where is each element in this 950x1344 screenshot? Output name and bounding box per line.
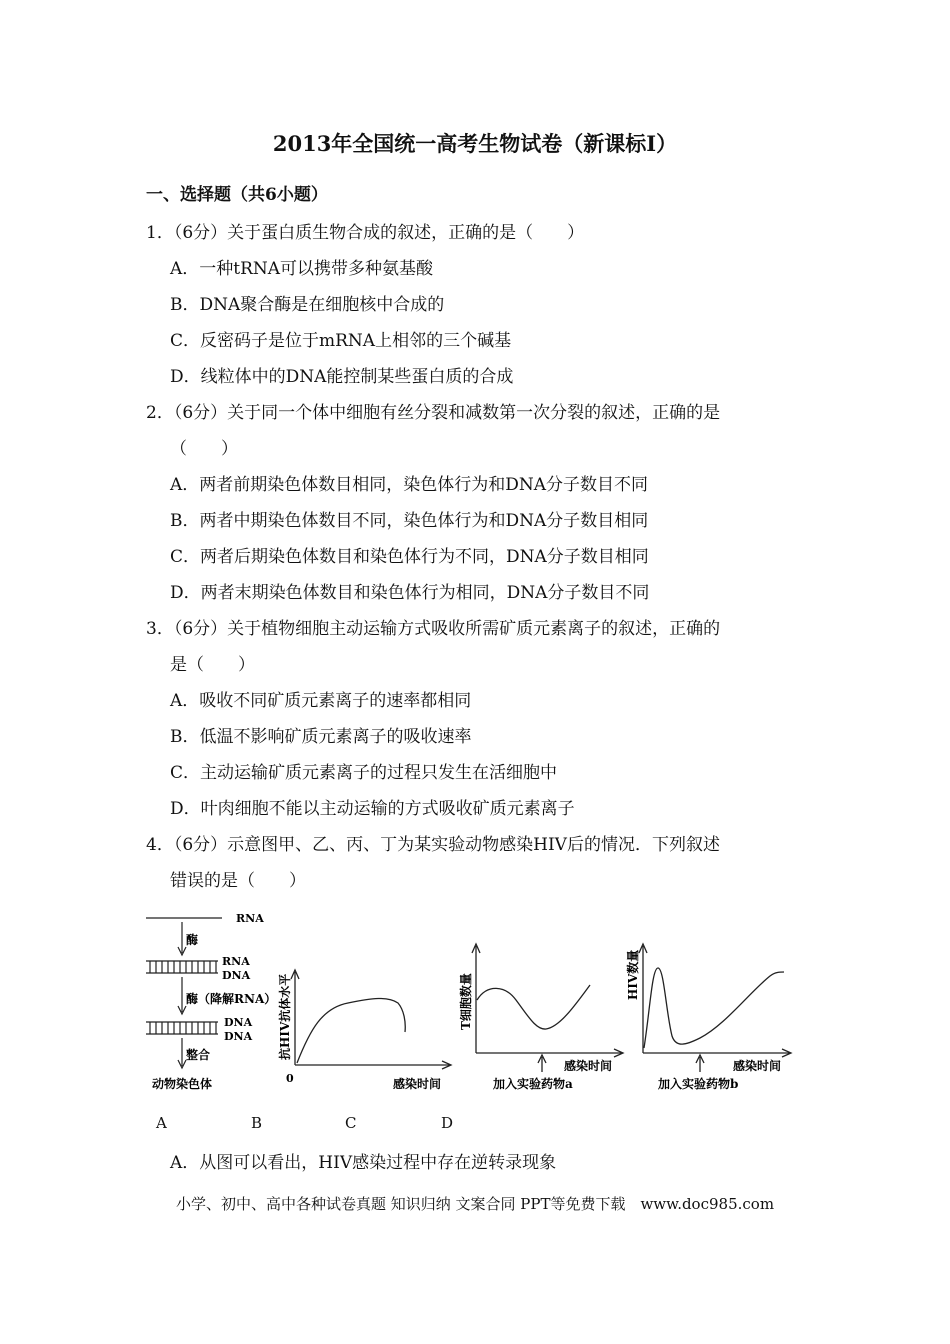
fig-d-ylabel: HIV数量 [626,949,640,1000]
fig-b-ylabel: 抗HIV抗体水平 [278,973,292,1060]
q1-option-c: C．反密码子是位于mRNA上相邻的三个碱基 [170,331,512,351]
hiv-figure [140,900,810,1100]
q4-option-a: A．从图可以看出，HIV感染过程中存在逆转录现象 [170,1153,557,1173]
fig-label-d: D [441,1114,454,1132]
fig-a-dna1-label: DNA [222,969,251,982]
question-4: 4．（6分）示意图甲、乙、丙、丁为某实验动物感染HIV后的情况．下列叙述 [146,835,720,855]
question-3: 3．（6分）关于植物细胞主动运输方式吸收所需矿质元素离子的叙述，正确的 [146,619,721,639]
q2-option-c: C．两者后期染色体数目和染色体行为不同，DNA分子数目相同 [170,547,649,567]
question-1: 1．（6分）关于蛋白质生物合成的叙述，正确的是（ ） [146,223,585,243]
fig-label-b: B [251,1114,263,1132]
fig-d-xlabel: 感染时间 [733,1059,782,1073]
fig-c-curve [477,985,590,1029]
fig-label-a: A [156,1114,167,1132]
q2-option-b: B．两者中期染色体数目不同，染色体行为和DNA分子数目相同 [170,511,649,531]
fig-a-rna2-label: RNA [222,955,250,968]
q1-option-a: A．一种tRNA可以携带多种氨基酸 [170,259,434,279]
fig-b-xlabel: 感染时间 [393,1077,442,1091]
fig-a-enzyme-label: 酶 [186,933,199,947]
section-heading: 一、选择题（共6小题） [146,185,328,205]
fig-a-integrate-label: 整合 [186,1048,211,1062]
page-title: 2013年全国统一高考生物试卷（新课标I） [272,131,678,156]
q3-option-d: D．叶肉细胞不能以主动运输的方式吸收矿质元素离子 [170,799,575,819]
q3-option-a: A．吸收不同矿质元素离子的速率都相同 [170,691,472,711]
fig-c-drug-label: 加入实验药物a [493,1077,573,1091]
fig-b-curve [297,998,405,1063]
fig-c-ylabel: T细胞数量 [459,973,473,1030]
fig-d-curve [644,968,784,1048]
q1-option-d: D．线粒体中的DNA能控制某些蛋白质的合成 [170,367,514,387]
question-2-cont: （ ） [170,439,238,459]
q3-option-b: B．低温不影响矿质元素离子的吸收速率 [170,727,472,747]
fig-a-enzyme2-label: 酶（降解RNA） [186,992,277,1006]
question-4-cont: 错误的是（ ） [170,871,306,891]
fig-b-origin: 0 [286,1072,294,1085]
fig-label-c: C [345,1114,357,1132]
q2-option-a: A．两者前期染色体数目相同，染色体行为和DNA分子数目不同 [170,475,649,495]
question-2: 2．（6分）关于同一个体中细胞有丝分裂和减数第一次分裂的叙述，正确的是 [146,403,721,423]
fig-a-chromosome-label: 动物染色体 [152,1077,213,1091]
fig-c-xlabel: 感染时间 [564,1059,613,1073]
page-footer: 小学、初中、高中各种试卷真题 知识归纳 文案合同 PPT等免费下载 www.doc985.com [175,1195,775,1213]
question-3-cont: 是（ ） [170,655,255,675]
fig-d-drug-label: 加入实验药物b [658,1077,739,1091]
fig-a-rna-label: RNA [236,912,264,925]
q2-option-d: D．两者末期染色体数目和染色体行为相同，DNA分子数目不同 [170,583,650,603]
fig-a-dna2-label: DNA [224,1016,253,1029]
q3-option-c: C．主动运输矿质元素离子的过程只发生在活细胞中 [170,763,558,783]
fig-a-dna3-label: DNA [224,1030,253,1043]
q1-option-b: B．DNA聚合酶是在细胞核中合成的 [170,295,445,315]
